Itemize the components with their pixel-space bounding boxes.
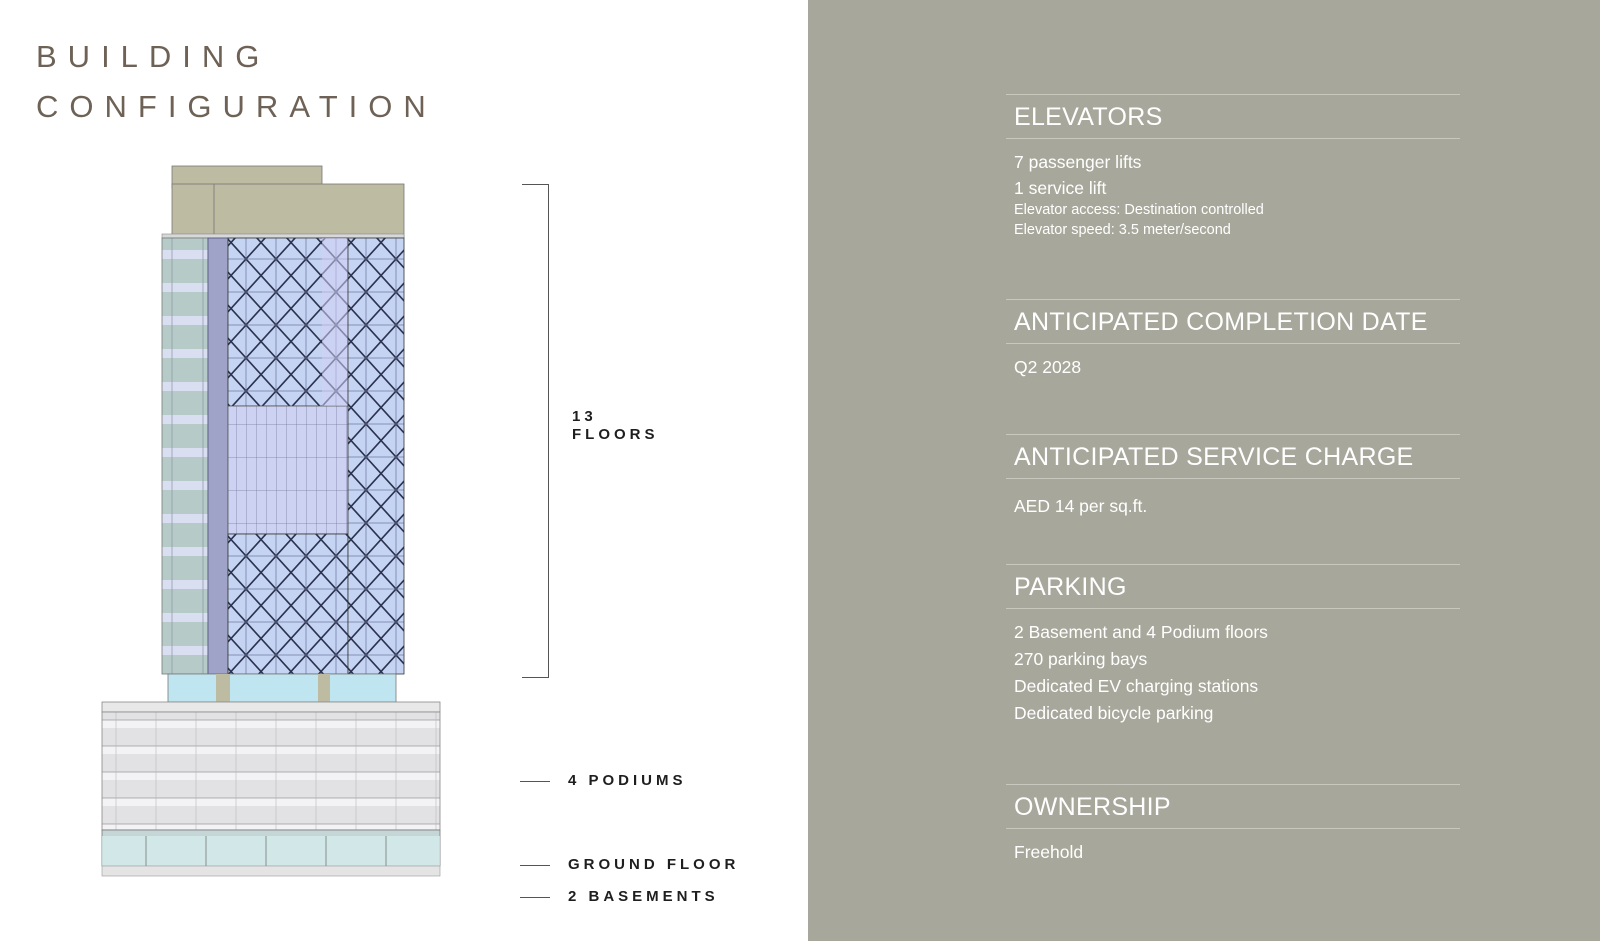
floors-bracket <box>522 184 549 678</box>
elevators-passenger-lifts: 7 passenger lifts <box>1014 152 1142 172</box>
parking-ev: Dedicated EV charging stations <box>1014 676 1259 696</box>
elevators-speed: Elevator speed: 3.5 meter/second <box>1014 222 1231 238</box>
basements-label: 2 BASEMENTS <box>568 888 719 905</box>
page-title <box>36 32 437 132</box>
ground-floor-tick <box>520 865 550 866</box>
completion-section <box>1006 299 1460 381</box>
building-elevation-drawing <box>96 160 452 900</box>
elevators-service-lift: 1 service lift <box>1014 178 1107 198</box>
completion-value: Q2 2028 <box>1014 357 1082 377</box>
floors-count: 13 <box>572 408 597 425</box>
podiums-tick <box>520 781 550 782</box>
elevators-section <box>1006 94 1460 240</box>
parking-heading: PARKING <box>1006 564 1460 609</box>
parking-section <box>1006 564 1460 727</box>
parking-floors: 2 Basement and 4 Podium floors <box>1014 622 1268 642</box>
parking-bays: 270 parking bays <box>1014 649 1148 669</box>
title-line-1: BUILDING <box>36 39 271 74</box>
ground-floor-label: GROUND FLOOR <box>568 856 740 873</box>
elevators-access: Elevator access: Destination controlled <box>1014 202 1264 218</box>
podiums-label: 4 PODIUMS <box>568 772 687 789</box>
ownership-value: Freehold <box>1014 842 1084 862</box>
title-line-2: CONFIGURATION <box>36 89 437 124</box>
parking-bicycle: Dedicated bicycle parking <box>1014 703 1214 723</box>
ownership-section <box>1006 784 1460 866</box>
completion-heading: ANTICIPATED COMPLETION DATE <box>1006 299 1460 344</box>
service-charge-value: AED 14 per sq.ft. <box>1014 496 1148 516</box>
floors-label <box>572 408 659 444</box>
floors-word: FLOORS <box>572 426 659 443</box>
basements-tick <box>520 897 550 898</box>
service-charge-section <box>1006 434 1460 520</box>
elevators-heading: ELEVATORS <box>1006 94 1460 139</box>
ownership-heading: OWNERSHIP <box>1006 784 1460 829</box>
service-charge-heading: ANTICIPATED SERVICE CHARGE <box>1006 434 1460 479</box>
